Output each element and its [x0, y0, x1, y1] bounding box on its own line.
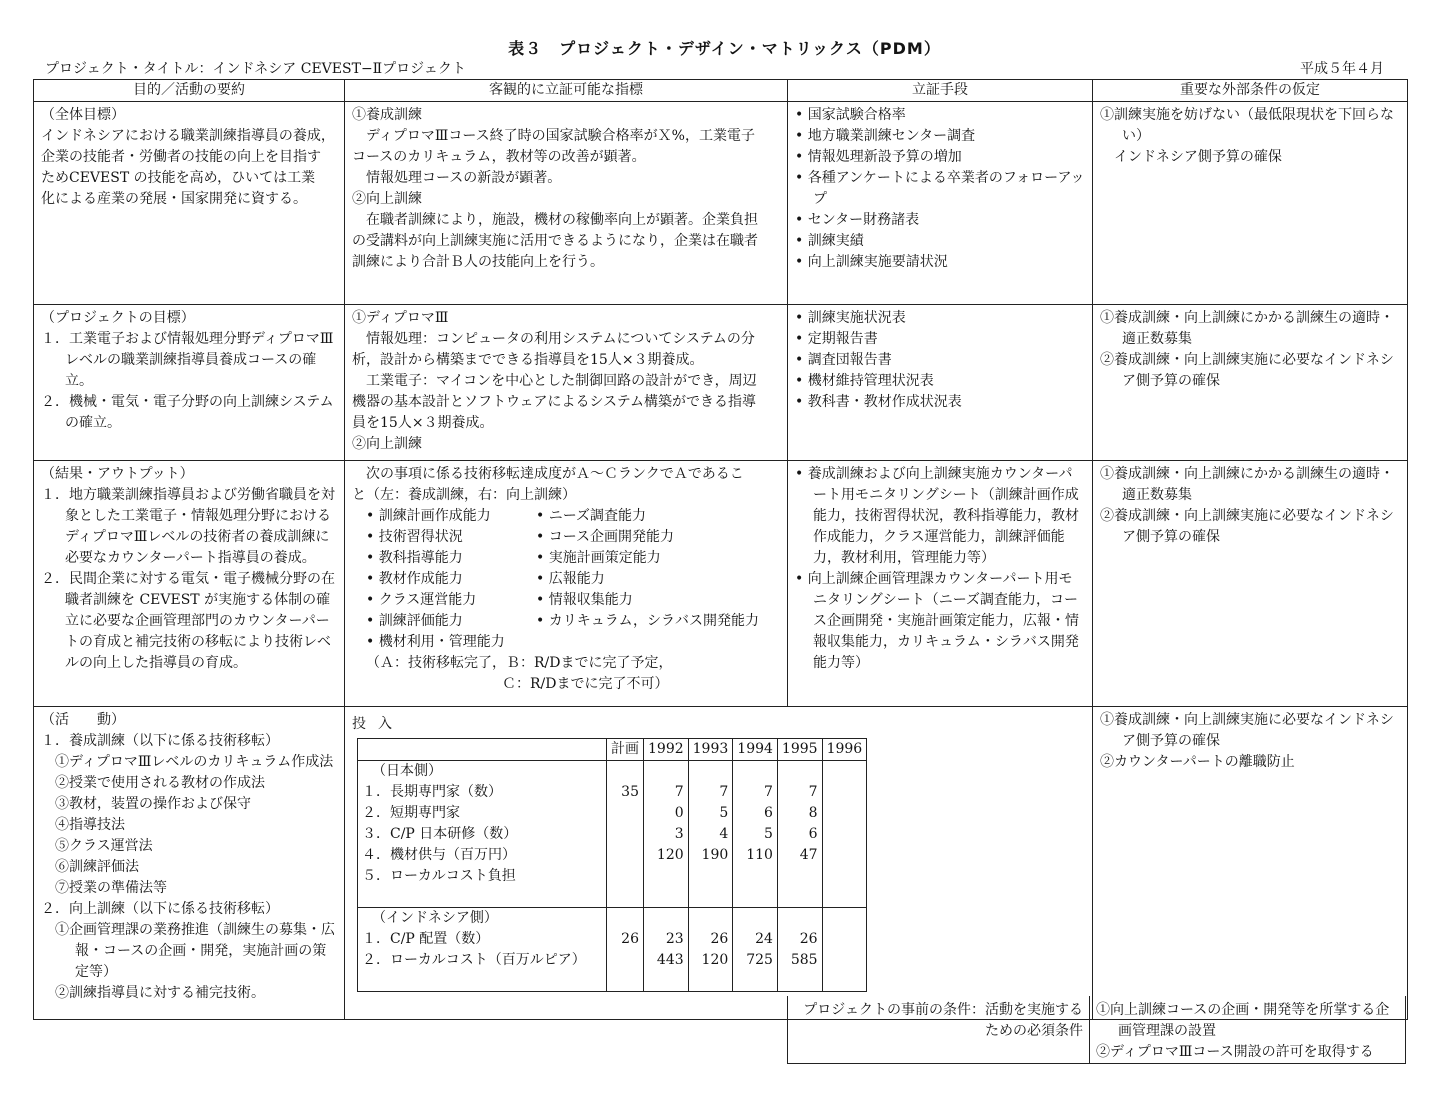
- inputs-cell: [345, 707, 1093, 1020]
- list-item: ⑥訓練評価法: [55, 859, 139, 875]
- list-item: • 定期報告書: [795, 331, 878, 347]
- list-item: • 教科書・教材作成状況表: [795, 394, 962, 410]
- document-date: 平成５年４月: [1300, 61, 1384, 77]
- list-item: • 広報能力: [536, 571, 605, 587]
- list-item: １．養成訓練（以下に係る技術移転）: [41, 733, 279, 749]
- sub-heading: ②向上訓練: [352, 436, 422, 452]
- inputs-header: 1994: [733, 739, 778, 761]
- inputs-header: 1996: [822, 739, 867, 761]
- value-cell: 7: [688, 782, 733, 803]
- overall-indicators-cell: [345, 102, 788, 305]
- list-item: • 実施計画策定能力: [536, 550, 661, 566]
- value-cell: 6: [733, 803, 778, 824]
- text-line: 訓練により合計Ｂ人の技能向上を行う。: [352, 254, 604, 270]
- list-item: ①養成訓練・向上訓練にかかる訓練生の適時・適正数募集: [1100, 466, 1394, 503]
- purpose-assumptions-cell: [1093, 305, 1408, 461]
- input-item: １．C/P 配置（数）: [358, 929, 607, 950]
- list-item: • 各種アンケートによる卒業者のフォローアップ: [795, 170, 1085, 207]
- text-line: ディプロマⅢコース終了時の国家試験合格率がＸ%，工業電子: [366, 128, 755, 144]
- value-cell: [822, 866, 867, 887]
- value-cell: 110: [733, 845, 778, 866]
- purpose-means-cell: [788, 305, 1093, 461]
- value-cell: [777, 866, 822, 887]
- project-purpose-cell: [34, 305, 345, 461]
- inputs-header: 計画: [607, 739, 644, 761]
- value-cell: 585: [777, 950, 822, 971]
- input-item: ２．短期専門家: [358, 803, 607, 824]
- text-line: ためCEVEST の技能を高め，ひいては工業: [41, 170, 316, 186]
- purpose-indicators-cell: [345, 305, 788, 461]
- value-cell: [822, 929, 867, 950]
- inputs-label: 投入: [352, 716, 404, 732]
- input-item: １．長期専門家（数）: [358, 782, 607, 803]
- value-cell: 120: [688, 950, 733, 971]
- value-cell: [822, 845, 867, 866]
- input-item: ３．C/P 日本研修（数）: [358, 824, 607, 845]
- inputs-header: 1992: [644, 739, 689, 761]
- list-item: ②カウンターパートの離職防止: [1100, 754, 1295, 770]
- value-cell: 35: [607, 782, 644, 803]
- outputs-means-cell: [788, 461, 1093, 707]
- list-item: • 訓練計画作成能力: [366, 508, 491, 524]
- value-cell: 4: [688, 824, 733, 845]
- list-item: • 情報処理新設予算の増加: [795, 149, 962, 165]
- value-cell: [822, 803, 867, 824]
- training-capabilities: [352, 506, 536, 653]
- outputs-cell: [34, 461, 345, 707]
- value-cell: [644, 866, 689, 887]
- overall-goal-cell: [34, 102, 345, 305]
- list-item: ②ディプロマⅢコース開設の許可を取得する: [1096, 1044, 1374, 1060]
- value-cell: 23: [644, 929, 689, 950]
- list-item: ⑦授業の準備法等: [55, 880, 167, 896]
- list-item: • クラス運営能力: [366, 592, 477, 608]
- text-line: ための必須条件: [985, 1023, 1083, 1039]
- value-cell: 6: [777, 824, 822, 845]
- list-item: ①企画管理課の業務推進（訓練生の募集・広報・コースの企画・開発，実施計画の策定等）: [55, 922, 335, 980]
- list-item: ②訓練指導員に対する補完技術。: [55, 985, 265, 1001]
- sub-heading: ①養成訓練: [352, 107, 422, 123]
- list-item: ①ディプロマⅢレベルのカリキュラム作成法: [55, 754, 334, 770]
- value-cell: [822, 950, 867, 971]
- preconditions-items: [1090, 996, 1405, 1063]
- list-item: ⑤クラス運営法: [55, 838, 153, 854]
- value-cell: 0: [644, 803, 689, 824]
- input-item: ２．ローカルコスト（百万ルピア）: [358, 950, 607, 971]
- list-item: • 国家試験合格率: [795, 107, 906, 123]
- list-item: • 機材利用・管理能力: [366, 634, 505, 650]
- group-label: （日本側）: [358, 761, 607, 783]
- list-item: • 機材維持管理状況表: [795, 373, 934, 389]
- list-item: • 訓練実施状況表: [795, 310, 906, 326]
- value-cell: 7: [777, 782, 822, 803]
- text-line: コースのカリキュラム，教材等の改善が顕著。: [352, 149, 646, 165]
- list-item: • センター財務諸表: [795, 212, 920, 228]
- value-cell: [607, 803, 644, 824]
- list-item: ②授業で使用される教材の作成法: [55, 775, 265, 791]
- value-cell: 26: [777, 929, 822, 950]
- text-line: インドネシアにおける職業訓練指導員の養成，: [41, 128, 335, 144]
- list-item: ２．向上訓練（以下に係る技術移転）: [41, 901, 279, 917]
- value-cell: [607, 824, 644, 845]
- value-cell: 8: [777, 803, 822, 824]
- text-line: 在職者訓練により，施設，機材の稼働率向上が顕著。企業負担: [366, 212, 758, 228]
- list-item: ①養成訓練・向上訓練にかかる訓練生の適時・適正数募集: [1100, 310, 1394, 347]
- input-item: ４．機材供与（百万円）: [358, 845, 607, 866]
- section-heading: （結果・アウトプット）: [41, 466, 194, 482]
- inputs-header: 1995: [777, 739, 822, 761]
- sub-heading: ①ディプロマⅢ: [352, 310, 449, 326]
- text-line: 次の事項に係る技術移転達成度がＡ〜ＣランクでＡであるこ: [366, 466, 744, 482]
- list-item: • 教材作成能力: [366, 571, 463, 587]
- project-title: プロジェクト・タイトル：インドネシア CEVEST−Ⅱプロジェクト: [45, 61, 466, 77]
- text-line: 化による産業の発展・国家開発に資する。: [41, 191, 307, 207]
- header-indicators: 客観的に立証可能な指標: [345, 80, 788, 102]
- value-cell: 26: [688, 929, 733, 950]
- value-cell: 5: [688, 803, 733, 824]
- list-item: • 向上訓練企画管理課カウンターパート用モニタリングシート（ニーズ調査能力，コース企画開発・実施計画策定能力，広報・情報収集能力，カリキュラム・シラバス開発能力等）: [795, 571, 1079, 671]
- value-cell: [607, 866, 644, 887]
- list-item: • 地方職業訓練センター調査: [795, 128, 976, 144]
- preconditions-box: [787, 996, 1406, 1064]
- value-cell: 47: [777, 845, 822, 866]
- value-cell: [733, 866, 778, 887]
- text-line: 析，設計から構築までできる指導員を15人×３期養成。: [352, 352, 704, 368]
- text-line: と（左：養成訓練，右：向上訓練）: [352, 487, 576, 503]
- list-item: • 教科指導能力: [366, 550, 463, 566]
- value-cell: [688, 866, 733, 887]
- list-item: • カリキュラム，シラバス開発能力: [536, 613, 759, 629]
- list-item: ②養成訓練・向上訓練実施に必要なインドネシア側予算の確保: [1100, 352, 1394, 389]
- list-item: • ニーズ調査能力: [536, 508, 647, 524]
- text-line: 情報処理：コンピュータの利用システムについてシステムの分: [366, 331, 755, 347]
- text-line: 工業電子：マイコンを中心とした制御回路の設計ができ，周辺: [366, 373, 757, 389]
- value-cell: 24: [733, 929, 778, 950]
- preconditions-label: [788, 996, 1090, 1063]
- group-label: （インドネシア側）: [358, 908, 607, 930]
- list-item: ②養成訓練・向上訓練実施に必要なインドネシア側予算の確保: [1100, 508, 1394, 545]
- value-cell: 5: [733, 824, 778, 845]
- text-line: プロジェクトの事前の条件：活動を実施する: [803, 1002, 1083, 1018]
- document-title: 表３ プロジェクト・デザイン・マトリックス（PDM）: [508, 39, 941, 58]
- activities-assumptions-cell: [1093, 707, 1408, 1020]
- input-item: ５．ローカルコスト負担: [358, 866, 607, 887]
- text-line: 企業の技能者・労働者の技能の向上を目指す: [41, 149, 321, 165]
- header-assumptions: 重要な外部条件の仮定: [1093, 80, 1408, 102]
- list-item: ２．民間企業に対する電気・電子機械分野の在職者訓練を CEVEST が実施する体制の確立に必要な企画管理部門のカウンターパートの育成と補完技術の移転により技術レベルの向上した指導員の育成。: [41, 571, 335, 671]
- section-heading: （活 動）: [41, 712, 125, 728]
- pdm-table: [33, 79, 1408, 1020]
- list-item: • 養成訓練および向上訓練実施カウンターパート用モニタリングシート（訓練計画作成能力，技術習得状況，教科指導能力，教材作成能力，クラス運営能力，訓練評価能力，教材利用，管理能力等）: [795, 466, 1079, 566]
- section-heading: （全体目標）: [41, 107, 125, 123]
- list-item: ④指導技法: [55, 817, 125, 833]
- value-cell: 7: [644, 782, 689, 803]
- inputs-table: [357, 738, 867, 992]
- list-item: • 向上訓練実施要請状況: [795, 254, 948, 270]
- list-item: ①向上訓練コースの企画・開発等を所掌する企画管理課の設置: [1096, 1002, 1390, 1039]
- value-cell: 725: [733, 950, 778, 971]
- value-cell: 190: [688, 845, 733, 866]
- overall-assumptions-cell: [1093, 102, 1408, 305]
- value-cell: 3: [644, 824, 689, 845]
- value-cell: 120: [644, 845, 689, 866]
- value-cell: 7: [733, 782, 778, 803]
- sub-heading: ②向上訓練: [352, 191, 422, 207]
- capability-lists: [352, 506, 780, 653]
- text-line: 情報処理コースの新設が顕著。: [366, 170, 562, 186]
- list-item: • 調査団報告書: [795, 352, 892, 368]
- text-line: インドネシア側予算の確保: [1114, 149, 1282, 165]
- header-summary: 目的／活動の要約: [34, 80, 345, 102]
- list-item: • 情報収集能力: [536, 592, 633, 608]
- text-line: 機器の基本設計とソフトウェアによるシステム構築ができる指導: [352, 394, 757, 410]
- inputs-header: [358, 739, 607, 761]
- rank-legend: （Ａ：技術移転完了，Ｂ：R/Dまでに完了予定，: [366, 655, 673, 671]
- value-cell: [607, 845, 644, 866]
- outputs-indicators-cell: [345, 461, 788, 707]
- list-item: • 技術習得状況: [366, 529, 463, 545]
- inputs-header: 1993: [688, 739, 733, 761]
- value-cell: [822, 824, 867, 845]
- list-item: • コース企画開発能力: [536, 529, 675, 545]
- value-cell: [822, 782, 867, 803]
- value-cell: 26: [607, 929, 644, 950]
- outputs-assumptions-cell: [1093, 461, 1408, 707]
- value-cell: [607, 950, 644, 971]
- text-line: の受講料が向上訓練実施に活用できるようになり，企業は在職者: [352, 233, 758, 249]
- list-item: ①訓練実施を妨げない（最低限現状を下回らない）: [1100, 107, 1394, 144]
- upgrade-capabilities: [536, 506, 780, 653]
- list-item: ①養成訓練・向上訓練実施に必要なインドネシア側予算の確保: [1100, 712, 1394, 749]
- activities-cell: [34, 707, 345, 1020]
- list-item: ③教材，装置の操作および保守: [55, 796, 251, 812]
- list-item: １．地方職業訓練指導員および労働省職員を対象とした工業電子・情報処理分野におけるディプロマⅢレベルの技術者の養成訓練に必要なカウンターパート指導員の養成。: [41, 487, 335, 566]
- list-item: • 訓練実績: [795, 233, 864, 249]
- value-cell: 443: [644, 950, 689, 971]
- list-item: ２．機械・電気・電子分野の向上訓練システムの確立。: [41, 394, 334, 431]
- list-item: • 訓練評価能力: [366, 613, 463, 629]
- text-line: 員を15人×３期養成。: [352, 415, 494, 431]
- header-means: 立証手段: [788, 80, 1093, 102]
- list-item: １．工業電子および情報処理分野ディプロマⅢレベルの職業訓練指導員養成コースの確立。: [41, 331, 334, 389]
- rank-legend: Ｃ：R/Dまでに完了不可）: [502, 676, 669, 692]
- section-heading: （プロジェクトの目標）: [41, 310, 195, 326]
- overall-means-cell: [788, 102, 1093, 305]
